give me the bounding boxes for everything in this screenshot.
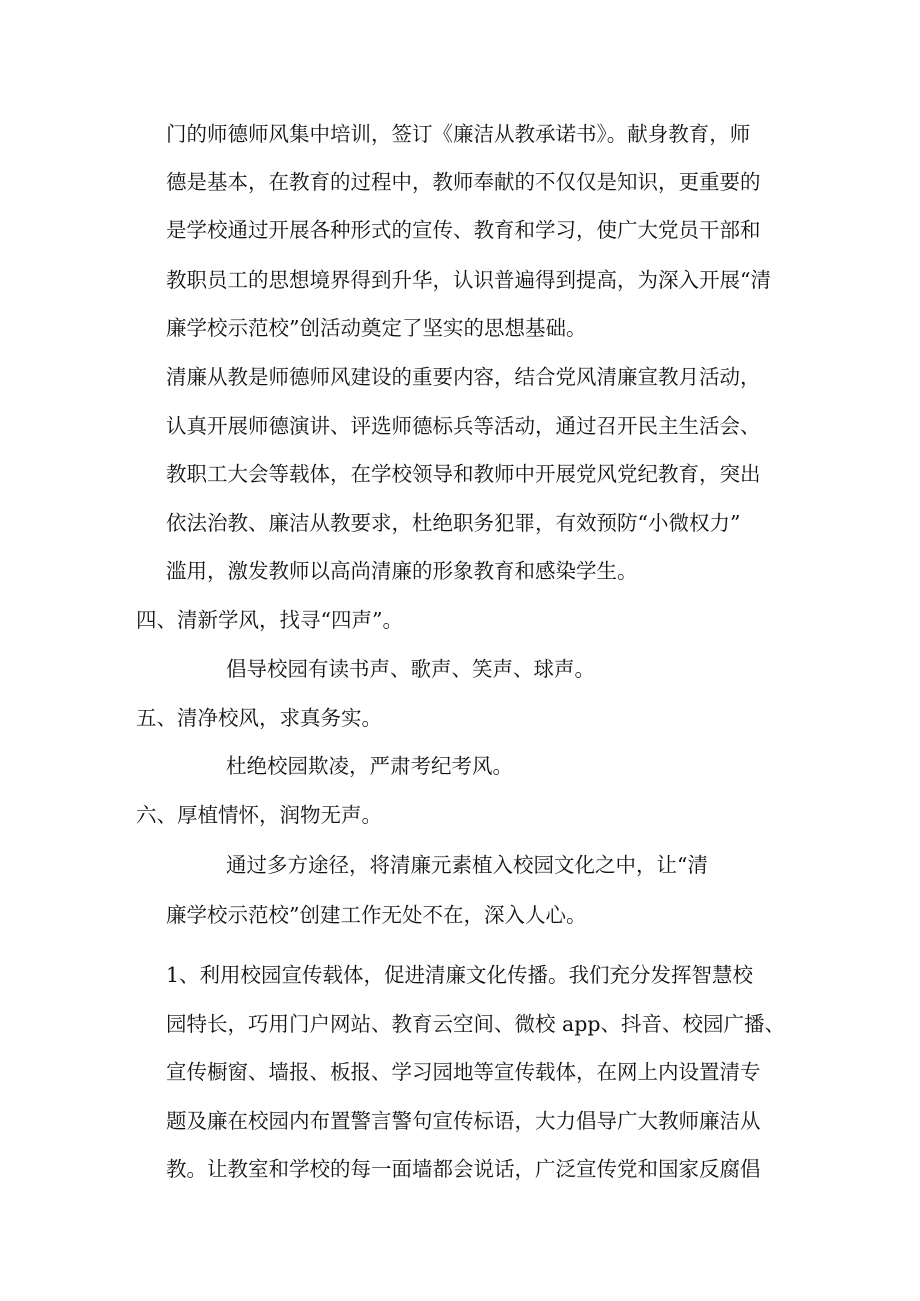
section-heading: 六、厚植情怀，润物无声。 — [136, 803, 382, 827]
paragraph-line: 认真开展师德演讲、评选师德标兵等活动，通过召开民主生活会、 — [166, 414, 761, 438]
paragraph-line: 通过多方途径，将清廉元素植入校园文化之中，让“清 — [226, 853, 708, 877]
paragraph-line: 是学校通过开展各种形式的宣传、教育和学习，使广大党员干部和 — [166, 218, 761, 242]
paragraph-line: 宣传橱窗、墙报、板报、学习园地等宣传载体，在网上内设置清专 — [166, 1060, 761, 1084]
paragraph-line: 题及廉在校园内布置警言警句宣传标语，大力倡导广大教师廉洁从 — [166, 1109, 761, 1133]
paragraph-line: 杜绝校园欺凌，严肃考纪考风。 — [226, 754, 513, 778]
paragraph-line: 德是基本，在教育的过程中，教师奉献的不仅仅是知识，更重要的 — [166, 170, 761, 194]
paragraph-line: 廉学校示范校”创活动奠定了坚实的思想基础。 — [166, 316, 587, 340]
paragraph-line: 倡导校园有读书声、歌声、笑声、球声。 — [226, 657, 595, 681]
paragraph-line: 1、利用校园宣传载体，促进清廉文化传播。我们充分发挥智慧校 — [166, 963, 754, 987]
paragraph-line: 教职员工的思想境界得到升华，认识普遍得到提高，为深入开展“清 — [166, 268, 771, 292]
paragraph-line: 园特长，巧用门户网站、教育云空间、微校 app、抖音、校园广播、 — [166, 1012, 785, 1036]
paragraph-line: 廉学校示范校”创建工作无处不在，深入人心。 — [166, 903, 587, 927]
paragraph-line: 滥用，激发教师以高尚清廉的形象教育和感染学生。 — [166, 559, 638, 583]
paragraph-line: 依法治教、廉洁从教要求，杜绝职务犯罪，有效预防“小微权力” — [166, 511, 741, 535]
section-heading: 五、清净校风，求真务实。 — [136, 706, 382, 730]
paragraph-line: 教。让教室和学校的每一面墙都会说话，广泛宣传党和国家反腐倡 — [166, 1157, 761, 1181]
section-heading: 四、清新学风，找寻“四声”。 — [136, 608, 403, 632]
paragraph-line: 教职工大会等载体，在学校领导和教师中开展党风党纪教育，突出 — [166, 462, 761, 486]
paragraph-line: 门的师德师风集中培训，签订《廉洁从教承诺书》。献身教育，师 — [166, 122, 751, 146]
paragraph-line: 清廉从教是师德师风建设的重要内容，结合党风清廉宣教月活动， — [166, 365, 761, 389]
